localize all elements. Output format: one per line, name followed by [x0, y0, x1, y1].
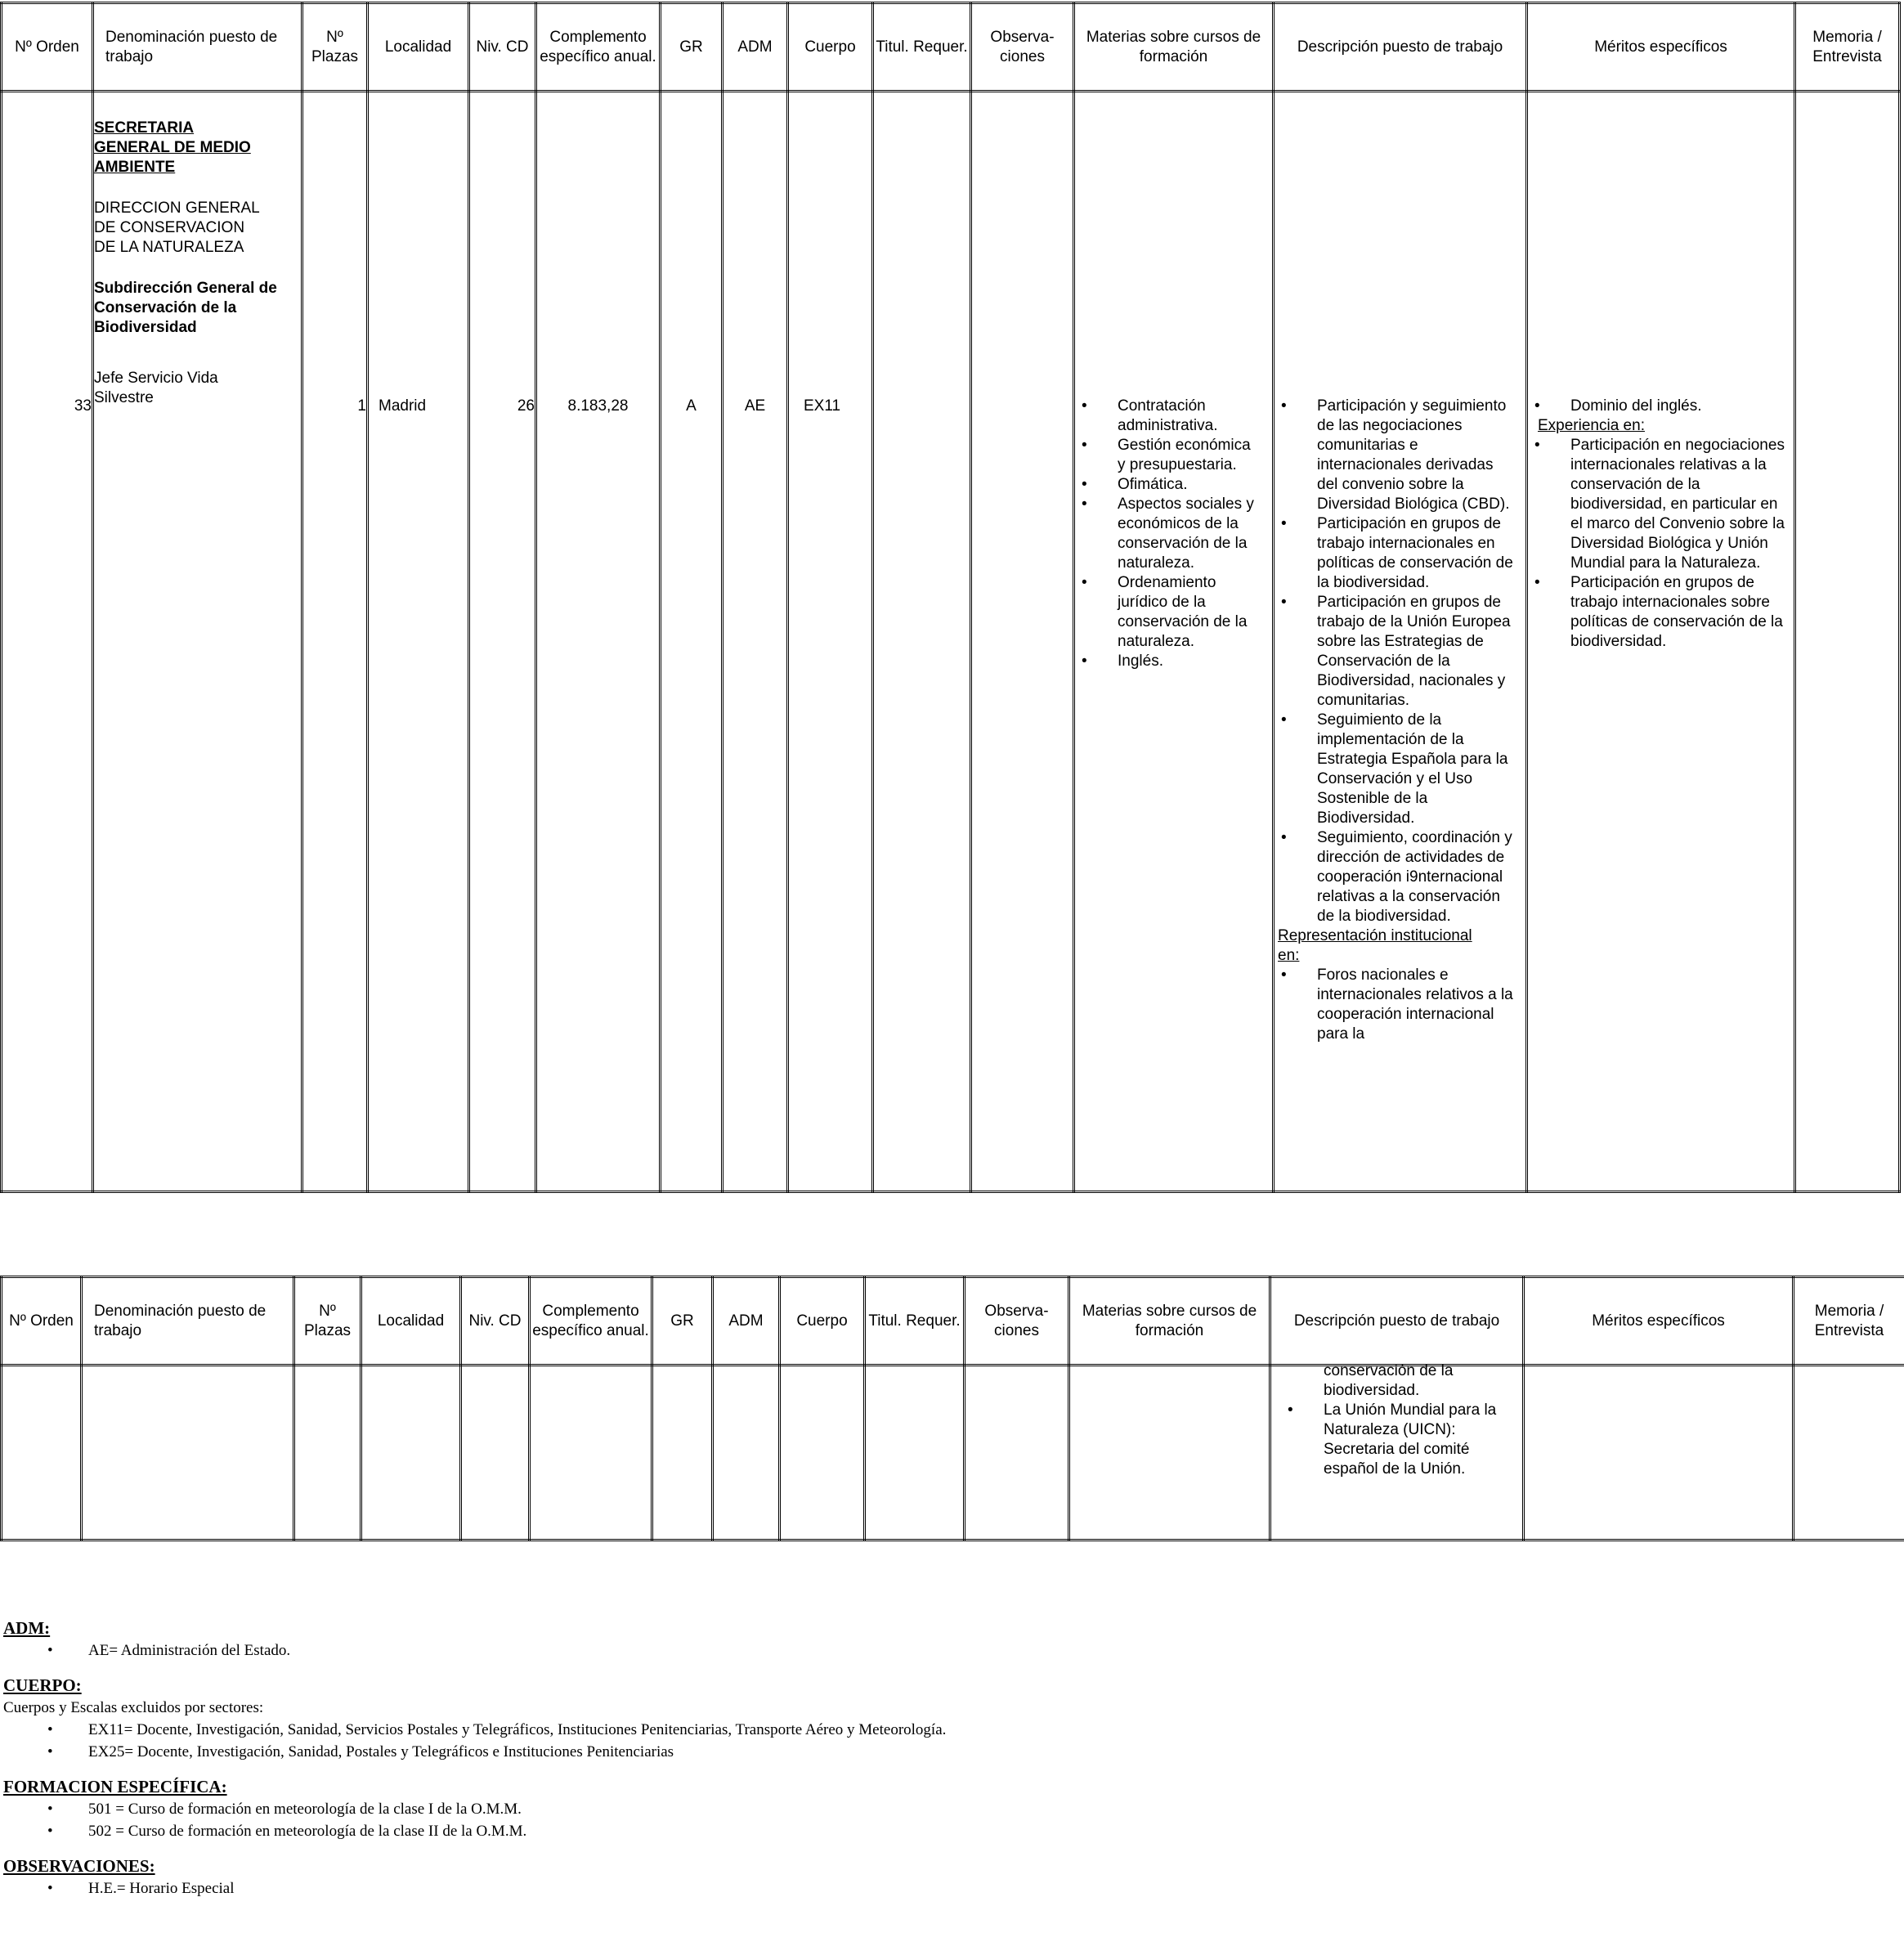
titul-cell [873, 92, 971, 1192]
header-gr: GR [652, 1277, 713, 1366]
continuation-text: conservación de la biodiversidad. [1324, 1362, 1454, 1399]
materias-list [1075, 92, 1272, 671]
localidad-value: Madrid [379, 397, 427, 415]
header-cuerpo: Cuerpo [788, 3, 873, 92]
positions-table-page-1 [0, 2, 1901, 1193]
list-item: • Seguimiento, coordinación y dirección de actividades de cooperación i9nternacional relativas a la conservación de la biodiversidad. [1275, 828, 1514, 926]
orden-cell [2, 92, 93, 1192]
representacion-list [1275, 966, 1525, 1044]
list-item: • 502 = Curso de formación en meteorología de la clase II de la O.M.M. [3, 1820, 946, 1842]
denominacion-cell [82, 1366, 294, 1541]
puesto-name: Jefe Servicio Vida Silvestre [94, 370, 218, 406]
header-localidad: Localidad [361, 1277, 461, 1366]
header-row [2, 1277, 1904, 1366]
list-item: • Participación en negociaciones internacionales relativas a la conservación de la biodiversidad, en particular en el marco del Convenio sobre la Diversidad Biológica y Unión Mundial para la Naturaleza. [1528, 436, 1785, 573]
dominio-list [1528, 92, 1794, 416]
header-meritos: Méritos específicos [1524, 1277, 1794, 1366]
adm-legend-title: ADM: [3, 1618, 51, 1638]
formacion-legend-list [3, 1798, 946, 1842]
cuerpo-legend-title: CUERPO: [3, 1675, 82, 1695]
header-meritos: Méritos específicos [1527, 3, 1795, 92]
header-orden: Nº Orden [2, 1277, 82, 1366]
materias-cell [1074, 92, 1274, 1192]
meritos-list [1528, 436, 1794, 652]
list-item: • Participación en grupos de trabajo internacionales en políticas de conservación de la biodiversidad. [1275, 514, 1514, 593]
cuerpo-value: EX11 [804, 397, 841, 415]
nivel-cell [461, 1366, 530, 1541]
list-item: • Foros nacionales e internacionales relativos a la cooperación internacional para la [1275, 966, 1514, 1044]
header-titul: Titul. Requer. [865, 1277, 965, 1366]
observaciones-legend-list [3, 1877, 946, 1899]
table-row [2, 1366, 1904, 1541]
gr-cell [661, 92, 723, 1192]
header-complemento: Complemento específico anual. [530, 1277, 652, 1366]
direccion-heading: DIRECCION GENERAL DE CONSERVACION DE LA NATURALEZA [94, 200, 259, 256]
list-item: • La Unión Mundial para la Naturaleza (UICN): Secretaria del comité español de la Unión. [1281, 1401, 1511, 1479]
observaciones-cell [965, 1366, 1069, 1541]
header-denominacion: Denominación puesto de trabajo [93, 3, 302, 92]
descripcion-cell [1270, 1362, 1524, 1541]
header-nivcd: Niv. CD [469, 3, 536, 92]
nivel-cell [469, 92, 536, 1192]
list-item: • Participación en grupos de trabajo internacionales sobre políticas de conservación de la biodiversidad. [1528, 573, 1785, 652]
adm-legend-list [3, 1639, 946, 1662]
list-item: • Aspectos sociales y económicos de la conservación de la naturaleza. [1075, 495, 1262, 573]
localidad-cell [361, 1366, 461, 1541]
header-adm: ADM [723, 3, 788, 92]
list-item: • EX25= Docente, Investigación, Sanidad, Postales y Telegráficos e Instituciones Penitenciarias [3, 1741, 946, 1763]
header-memoria: Memoria / Entrevista [1795, 3, 1900, 92]
subdireccion-heading: Subdirección General de Conservación de la Biodiversidad [94, 280, 277, 336]
header-plazas: Nº Plazas [302, 3, 368, 92]
header-complemento: Complemento específico anual. [536, 3, 661, 92]
list-item: • AE= Administración del Estado. [3, 1639, 946, 1662]
descripcion-cell [1274, 92, 1527, 1192]
adm-value: AE [744, 397, 766, 415]
header-nivcd: Niv. CD [461, 1277, 530, 1366]
cuerpo-cell [788, 92, 873, 1192]
descripcion-list [1275, 92, 1525, 926]
legend [3, 1617, 946, 1899]
list-item: • Contratación administrativa. [1075, 397, 1262, 436]
complemento-cell [536, 92, 661, 1192]
header-localidad: Localidad [368, 3, 469, 92]
observaciones-legend-title: OBSERVACIONES: [3, 1856, 155, 1876]
plazas-cell [302, 92, 368, 1192]
representacion-label: Representación institucional en: [1278, 927, 1472, 964]
list-item: • Gestión económica y presupuestaria. [1075, 436, 1262, 475]
list-item: • 501 = Curso de formación en meteorología de la clase I de la O.M.M. [3, 1798, 946, 1820]
orden-value: 33 [74, 397, 92, 415]
adm-cell [713, 1366, 780, 1541]
observaciones-cell [971, 92, 1074, 1192]
plazas-cell [294, 1366, 361, 1541]
formacion-legend-title: FORMACION ESPECÍFICA: [3, 1777, 227, 1796]
header-observaciones: Observa- ciones [971, 3, 1074, 92]
header-gr: GR [661, 3, 723, 92]
secretaria-heading: SECRETARIA GENERAL DE MEDIO AMBIENTE [94, 119, 251, 176]
header-orden: Nº Orden [2, 3, 93, 92]
header-cuerpo: Cuerpo [780, 1277, 865, 1366]
nivel-value: 26 [517, 397, 535, 415]
localidad-cell [368, 92, 469, 1192]
complemento-value: 8.183,28 [567, 397, 629, 415]
header-row [2, 3, 1900, 92]
list-item: • Dominio del inglés. [1528, 397, 1785, 416]
titul-cell [865, 1366, 965, 1541]
complemento-cell [530, 1366, 652, 1541]
header-observaciones: Observa- ciones [965, 1277, 1069, 1366]
materias-cell [1069, 1366, 1270, 1541]
memoria-cell [1794, 1366, 1904, 1541]
gr-cell [652, 1366, 713, 1541]
list-item: • Inglés. [1075, 652, 1262, 671]
meritos-cell [1527, 92, 1795, 1192]
header-titul: Titul. Requer. [873, 3, 971, 92]
cuerpo-legend-intro: Cuerpos y Escalas excluidos por sectores: [3, 1699, 264, 1716]
list-item: • Ordenamiento jurídico de la conservación de la naturaleza. [1075, 573, 1262, 652]
list-item: • Ofimática. [1075, 475, 1262, 495]
list-item: • Participación en grupos de trabajo de la Unión Europea sobre las Estrategias de Conservación de la Biodiversidad, nacionales y comunitarias. [1275, 593, 1514, 711]
header-denominacion: Denominación puesto de trabajo [82, 1277, 294, 1366]
header-descripcion: Descripción puesto de trabajo [1274, 3, 1527, 92]
orden-cell [2, 1366, 82, 1541]
header-adm: ADM [713, 1277, 780, 1366]
header-materias: Materias sobre cursos de formación [1069, 1277, 1270, 1366]
header-descripcion: Descripción puesto de trabajo [1270, 1277, 1524, 1366]
memoria-cell [1795, 92, 1900, 1192]
gr-value: A [686, 397, 697, 415]
list-item: • EX11= Docente, Investigación, Sanidad, Servicios Postales y Telegráficos, Instituciones Penitenciarias, Transporte Aéreo y Meteorología. [3, 1719, 946, 1741]
cuerpo-legend-list [3, 1719, 946, 1763]
list-item: • Seguimiento de la implementación de la Estrategia Española para la Conservación y el Uso Sostenible de la Biodiversidad. [1275, 711, 1514, 828]
header-memoria: Memoria / Entrevista [1794, 1277, 1904, 1366]
denominacion-cell [93, 92, 302, 1192]
experiencia-label: Experiencia en: [1538, 417, 1645, 434]
cuerpo-cell [780, 1366, 865, 1541]
meritos-cell [1524, 1366, 1794, 1541]
table-row [2, 92, 1900, 1192]
header-plazas: Nº Plazas [294, 1277, 361, 1366]
list-item: • Participación y seguimiento de las negociaciones comunitarias e internacionales derivadas del convenio sobre la Diversidad Biológica (CBD). [1275, 397, 1514, 514]
adm-cell [723, 92, 788, 1192]
positions-table-page-2 [0, 1276, 1904, 1541]
list-item: • H.E.= Horario Especial [3, 1877, 946, 1899]
plazas-value: 1 [357, 397, 366, 415]
representacion-list-continued [1271, 1401, 1522, 1479]
header-materias: Materias sobre cursos de formación [1074, 3, 1274, 92]
